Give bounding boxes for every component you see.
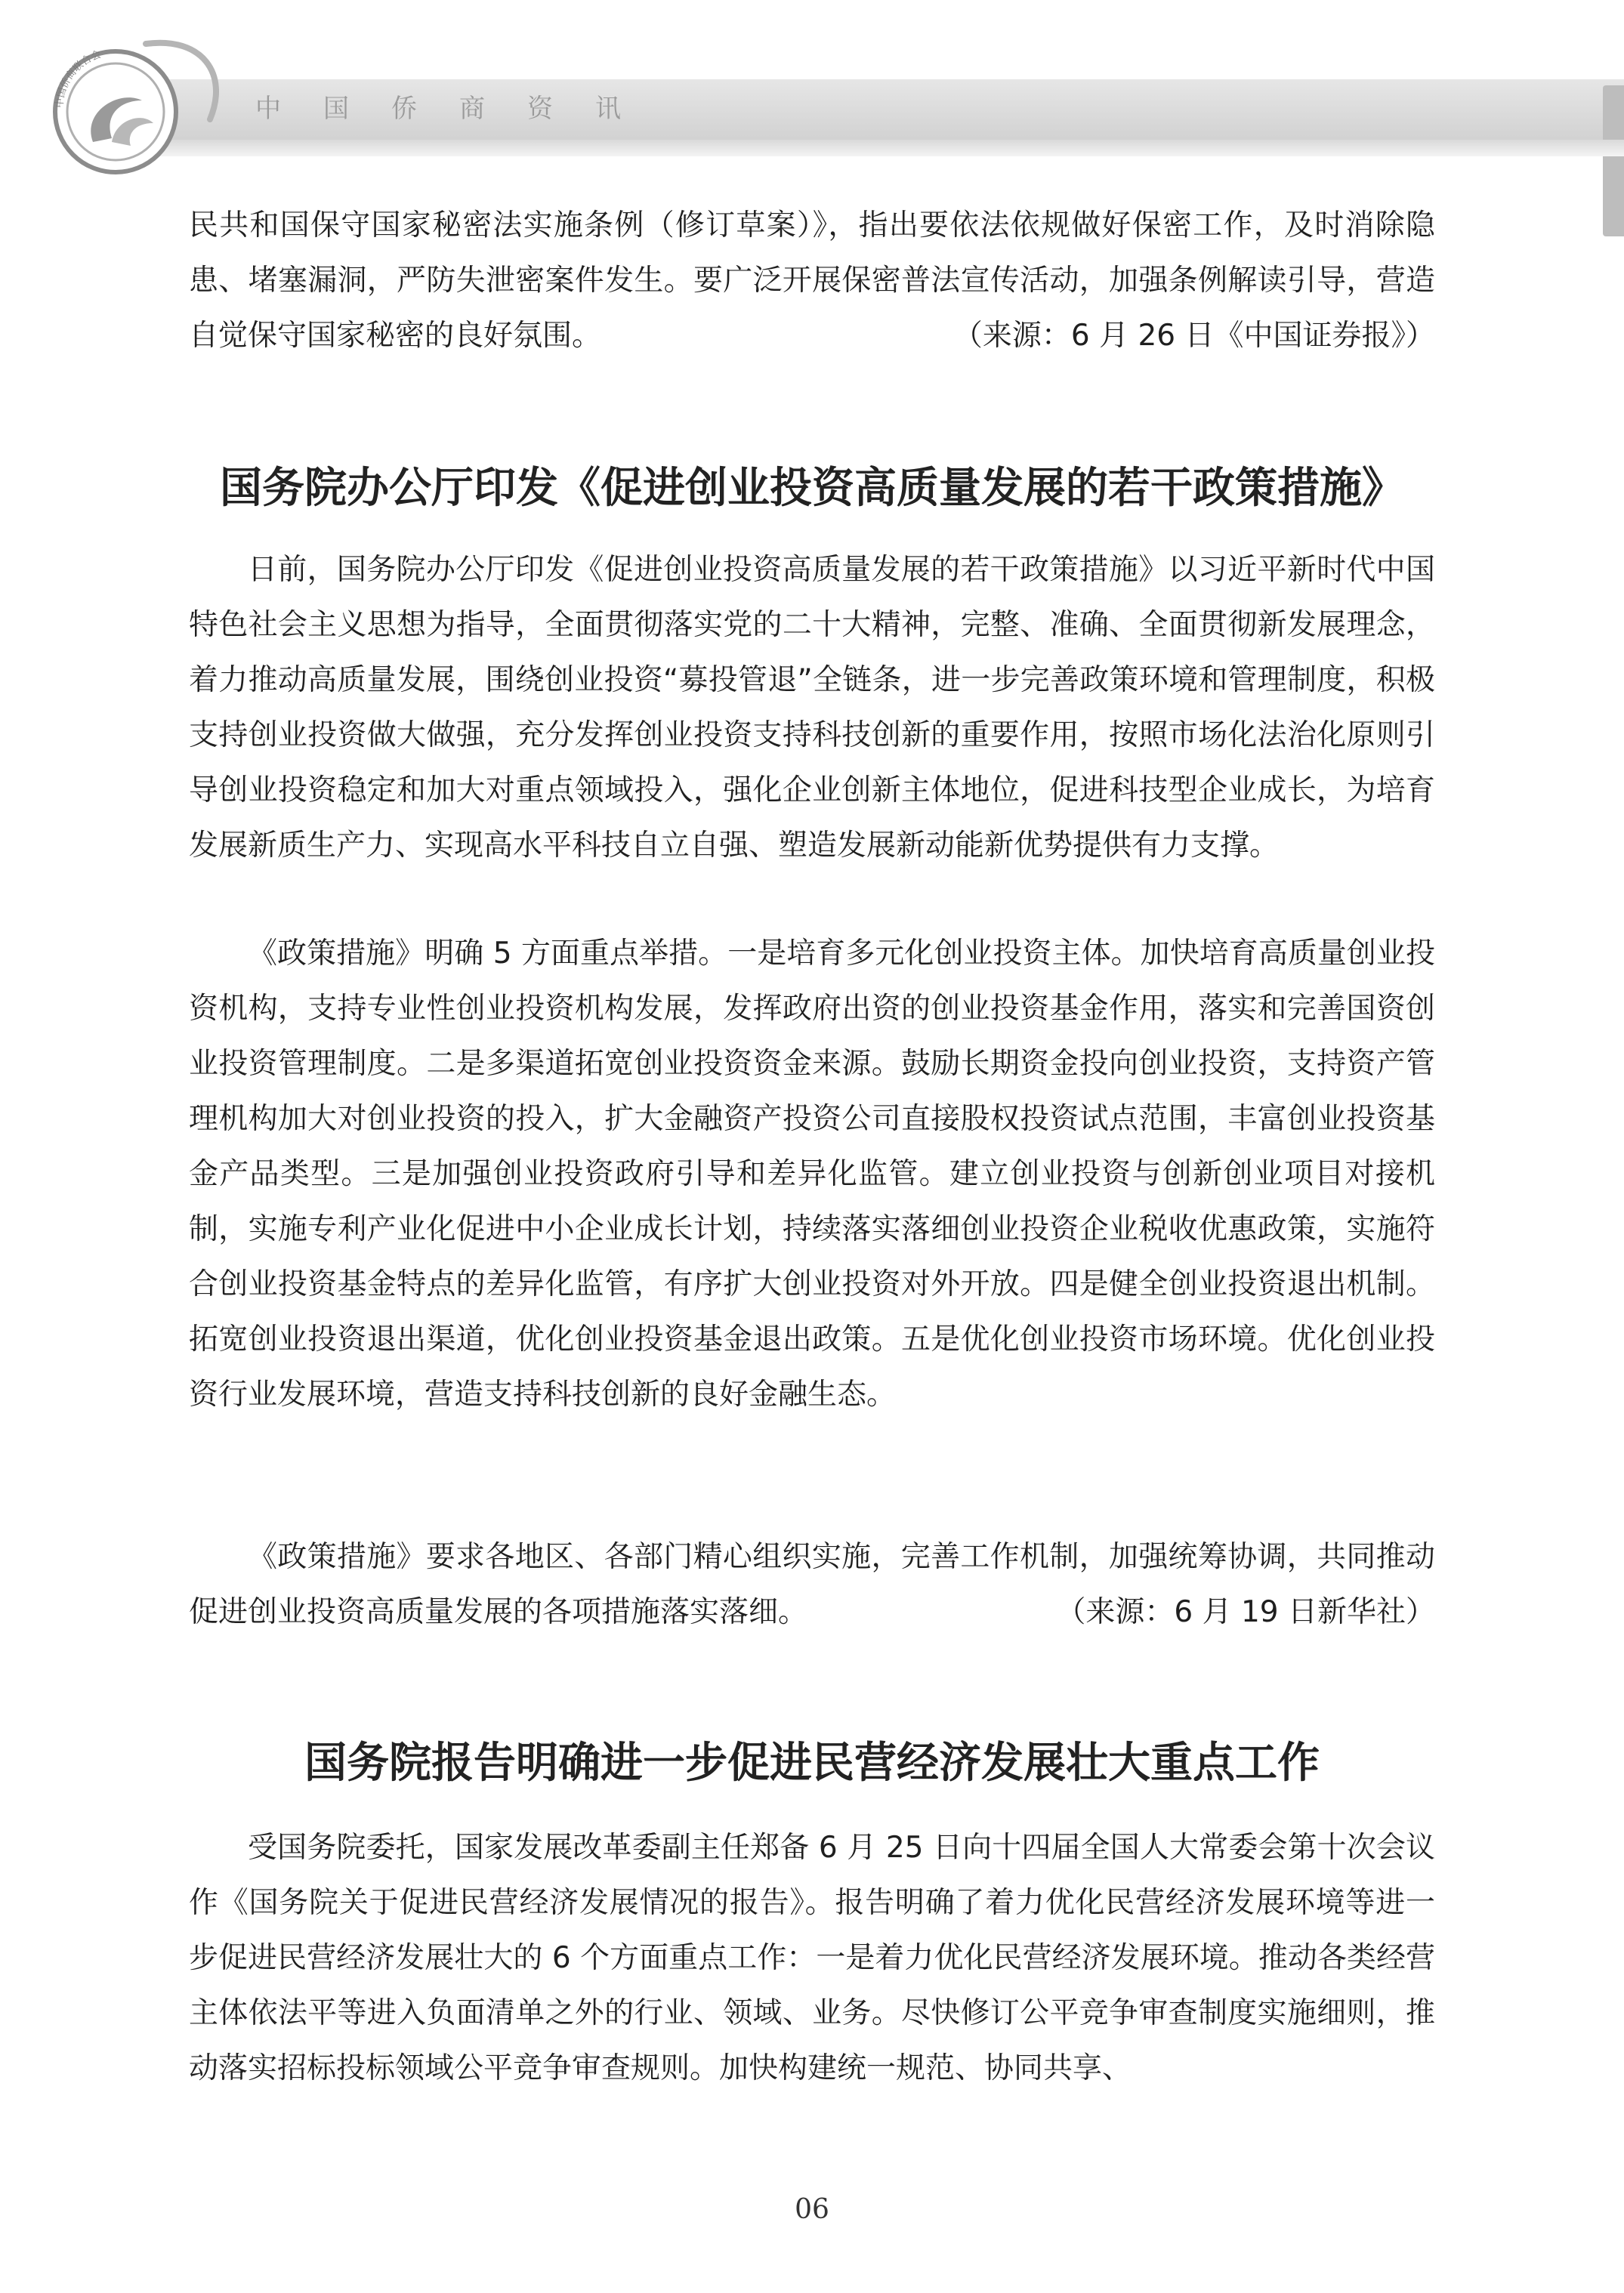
article1-source: （来源：6 月 19 日新华社） bbox=[1056, 1595, 1435, 1629]
header-title: 中国侨商资讯 bbox=[255, 94, 663, 124]
organization-logo-icon bbox=[29, 29, 233, 180]
logo-lettering: 中国侨商联合会 bbox=[54, 48, 103, 109]
article2-title: 国务院报告明确进一步促进民营经济发展壮大重点工作 bbox=[304, 1739, 1320, 1788]
article1-paragraph-1: 日前，国务院办公厅印发《促进创业投资高质量发展的若干政策措施》以习近平新时代中国特色社会主义思想为指导，全面贯彻落实党的二十大精神，完整、准确、全面贯彻新发展理念，着力推动高质量发展，围绕创业投资“募投管退”全链条，进一步完善政策环境和管理制度，积极支持创业投资做大做强，充分发挥创业投资支持科技创新的重要作用，按照市场化法治化原则引导创业投资稳定和加大对重点领域投入，强化企业创新主体地位，促进科技型企业成长，为培育发展新质生产力、实现高水平科技自立自强、塑造发展新动能新优势提供有力支撑。 bbox=[189, 553, 1435, 863]
article2-paragraph-1: 受国务院委托，国家发展改革委副主任郑备 6 月 25 日向十四届全国人大常委会第十次会议作《国务院关于促进民营经济发展情况的报告》。报告明确了着力优化民营经济发展环境等进一步促进民营经济发展壮大的 6 个方面重点工作：一是着力优化民营经济发展环境。推动各类经营主体依法平等进入负面清单之外的行业、领域、业务。尽快修订公平竞争审查制度实施细则，推动落实招标投标领域公平竞争审查规则。加快构建统一规范、协同共享、 bbox=[189, 1831, 1435, 2085]
article1-paragraph-3 bbox=[189, 1529, 1435, 1640]
header-side-tab bbox=[1603, 85, 1624, 236]
article1-paragraph-3-text: 《政策措施》要求各地区、各部门精心组织实施，完善工作机制，加强统筹协调，共同推动促进创业投资高质量发展的各项措施落实落细。 bbox=[189, 1540, 1435, 1629]
intro-source: （来源：6 月 26 日《中国证券报》） bbox=[952, 319, 1435, 353]
article1-title: 国务院办公厅印发《促进创业投资高质量发展的若干政策措施》 bbox=[220, 464, 1404, 513]
page-number: 06 bbox=[795, 2194, 829, 2225]
intro-paragraph bbox=[189, 198, 1435, 363]
intro-text: 民共和国保守国家秘密法实施条例（修订草案）》，指出要依法依规做好保密工作，及时消除隐患、堵塞漏洞，严防失泄密案件发生。要广泛开展保密普法宣传活动，加强条例解读引导，营造自觉保守国家秘密的良好氛围。 bbox=[189, 208, 1435, 353]
article1-paragraph-2: 《政策措施》明确 5 方面重点举措。一是培育多元化创业投资主体。加快培育高质量创业投资机构，支持专业性创业投资机构发展，发挥政府出资的创业投资基金作用，落实和完善国资创业投资管理制度。二是多渠道拓宽创业投资资金来源。鼓励长期资金投向创业投资，支持资产管理机构加大对创业投资的投入，扩大金融资产投资公司直接股权投资试点范围，丰富创业投资基金产品类型。三是加强创业投资政府引导和差异化监管。建立创业投资与创新创业项目对接机制，实施专利产业化促进中小企业成长计划，持续落实落细创业投资企业税收优惠政策，实施符合创业投资基金特点的差异化监管，有序扩大创业投资对外开放。四是健全创业投资退出机制。拓宽创业投资退出渠道，优化创业投资基金退出政策。五是优化创业投资市场环境。优化创业投资行业发展环境，营造支持科技创新的良好金融生态。 bbox=[189, 937, 1435, 1412]
